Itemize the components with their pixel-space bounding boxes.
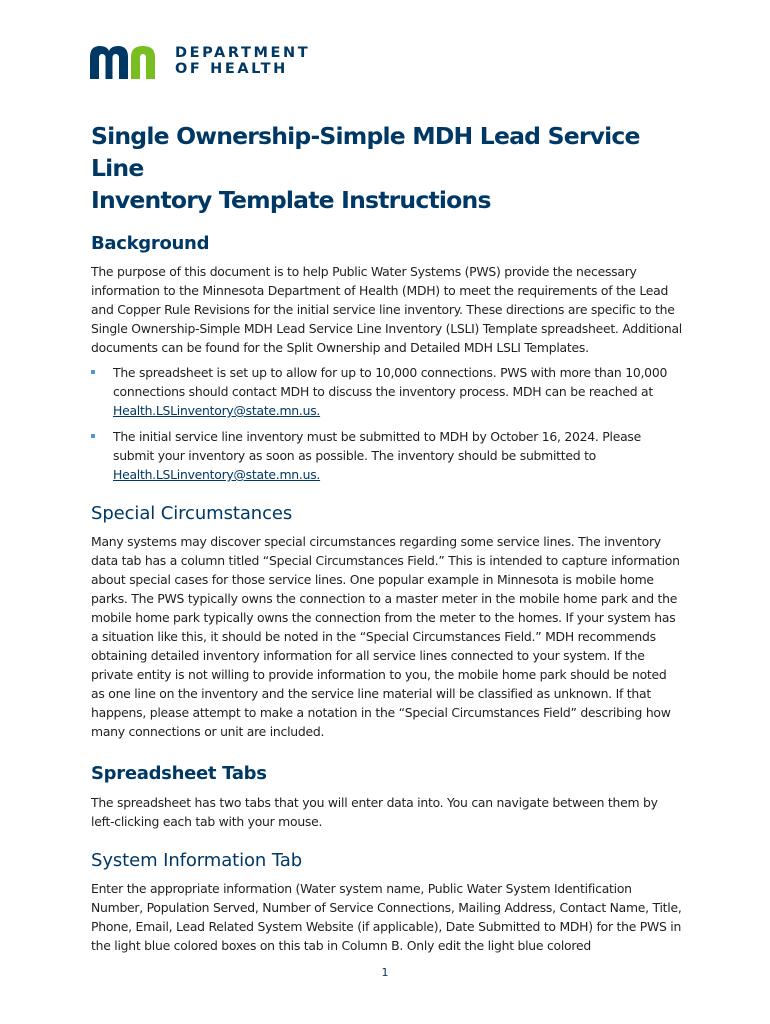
background-paragraph: The purpose of this document is to help Public Water Systems (PWS) provide the necessary information to the Minnesota Department of Health (MDH) to meet the requirements of the Lead and Copper Rule Revisions for the initial service line inventory. These directions are specific to the Single Ownership-Simple MDH Lead Service Line Inventory (LSLI) Template spreadsheet. Additional documents can be found for the Split Ownership and Detailed MDH LSLI Templates. — [91, 264, 682, 355]
logo-text-line1: DEPARTMENT — [175, 45, 311, 61]
background-heading: Background — [91, 233, 210, 254]
background-bullets — [91, 363, 683, 484]
document-body — [91, 120, 683, 955]
logo-text-line2: OF HEALTH — [175, 61, 288, 77]
logo-text — [175, 45, 310, 77]
list-item — [91, 363, 683, 420]
system-information-paragraph: Enter the appropriate information (Water system name, Public Water System Identification Number, Population Served, Number of Service Connections, Mailing Address, Contact Name, Title, Phone, Email, Lead Related System Website (if applicable), Date Submitted to MDH) for the PWS in the light blue colored boxes on this tab in Column B. Only edit the light blue colored — [91, 881, 682, 953]
title-line1: Single Ownership-Simple MDH Lead Service Line — [91, 122, 640, 182]
mn-logo-icon — [90, 43, 166, 79]
bullet-square-icon — [91, 370, 95, 374]
email-link[interactable]: Health.LSLinventory@state.mn.us. — [113, 403, 321, 418]
email-link[interactable]: Health.LSLinventory@state.mn.us. — [113, 467, 321, 482]
special-circumstances-heading: Special Circumstances — [91, 503, 293, 524]
mdh-logo — [90, 43, 310, 79]
spreadsheet-tabs-paragraph: The spreadsheet has two tabs that you will enter data into. You can navigate between them by left-clicking each tab with your mouse. — [91, 795, 658, 829]
title-line2: Inventory Template Instructions — [91, 186, 491, 214]
special-circumstances-paragraph: Many systems may discover special circumstances regarding some service lines. The inventory data tab has a column titled “Special Circumstances Field.” This is intended to capture information about special cases for those service lines. One popular example in Minnesota is mobile home parks. The PWS typically owns the connection to a master meter in the mobile home park and the mobile home park typically owns the connection from the meter to the homes. If your system has a situation like this, it should be noted in the “Special Circumstances Field.” MDH recommends obtaining detailed inventory information for all service lines connected to your system. If the private entity is not willing to provide information to you, the mobile home park should be noted as one line on the inventory and the service line material will be classified as unknown. If that happens, please attempt to make a notation in the “Special Circumstances Field” describing how many connections or unit are included. — [91, 534, 680, 739]
document-title — [91, 120, 683, 216]
page-number: 1 — [381, 966, 389, 979]
spreadsheet-tabs-heading: Spreadsheet Tabs — [91, 763, 267, 784]
bullet-text: The spreadsheet is set up to allow for up to 10,000 connections. PWS with more than 10,000 connections should contact MDH to discuss the inventory process. MDH can be reached at — [113, 365, 668, 399]
list-item — [91, 427, 683, 484]
system-information-heading: System Information Tab — [91, 850, 303, 871]
bullet-square-icon — [91, 434, 95, 438]
bullet-text: The initial service line inventory must be submitted to MDH by October 16, 2024. Please submit your inventory as soon as possible. The inventory should be submitted to — [113, 429, 641, 463]
